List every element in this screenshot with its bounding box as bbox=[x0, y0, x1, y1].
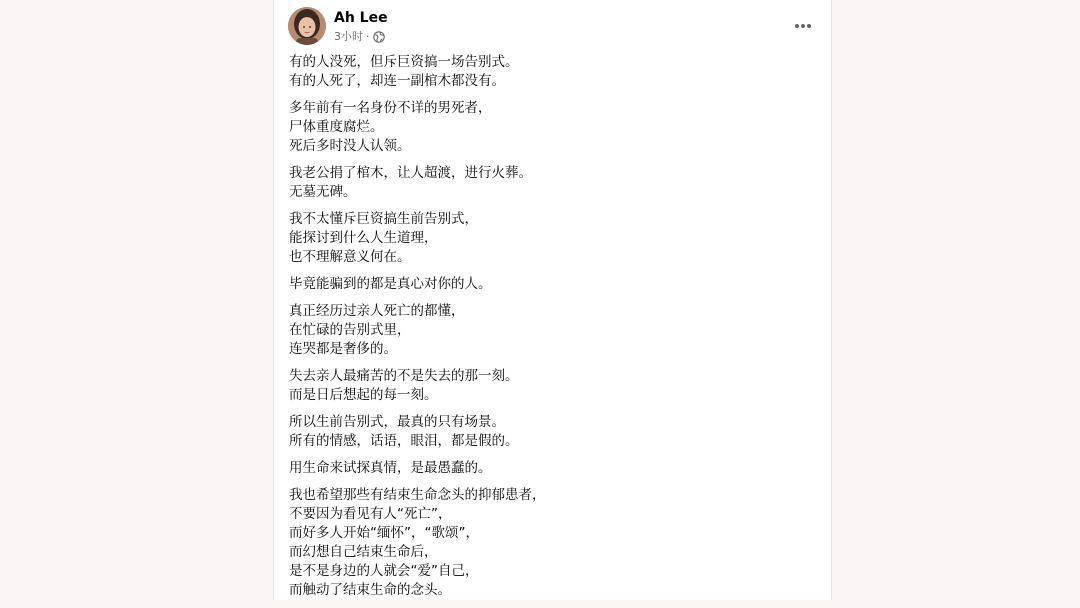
post-text-line: 真正经历过亲人死亡的都懂， bbox=[289, 303, 465, 319]
post-paragraph bbox=[289, 275, 819, 294]
post-text-line: 死后多时没人认领。 bbox=[289, 138, 411, 154]
post-text-line: 是不是身边的人就会“爱”自己， bbox=[289, 563, 479, 579]
post-card bbox=[273, 0, 832, 600]
post-paragraph bbox=[289, 210, 819, 267]
avatar-image bbox=[288, 7, 326, 45]
post-text-line: 有的人死了，却连一副棺木都没有。 bbox=[289, 73, 505, 89]
post-text-line: 多年前有一名身份不详的男死者， bbox=[289, 100, 492, 116]
post-text-line: 我也希望那些有结束生命念头的抑郁患者， bbox=[289, 487, 546, 503]
post-text-line: 不要因为看见有人“死亡”， bbox=[289, 506, 452, 522]
post-text-line: 我不太懂斥巨资搞生前告别式， bbox=[289, 211, 478, 227]
meta-separator: · bbox=[366, 30, 370, 43]
post-paragraph bbox=[289, 99, 819, 156]
post-text-line: 所有的情感，话语，眼泪，都是假的。 bbox=[289, 433, 519, 449]
post-timestamp[interactable]: 3小时 bbox=[334, 30, 363, 43]
post-text-line: 无墓无碑。 bbox=[289, 184, 357, 200]
post-text-line: 失去亲人最痛苦的不是失去的那一刻。 bbox=[289, 368, 519, 384]
post-body bbox=[289, 53, 819, 608]
post-text-line: 而幻想自己结束生命后， bbox=[289, 544, 438, 560]
post-text-line: 我老公捐了棺木，让人超渡，进行火葬。 bbox=[289, 165, 532, 181]
post-text-line: 有的人没死，但斥巨资搞一场告别式。 bbox=[289, 54, 519, 70]
post-paragraph bbox=[289, 367, 819, 405]
author-avatar[interactable] bbox=[288, 7, 326, 45]
post-paragraph bbox=[289, 486, 819, 600]
post-text-line: 而好多人开始“缅怀”，“歌颂”， bbox=[289, 525, 479, 541]
post-paragraph bbox=[289, 302, 819, 359]
post-text-line: 在忙碌的告别式里， bbox=[289, 322, 411, 338]
post-text-line: 尸体重度腐烂。 bbox=[289, 119, 384, 135]
post-paragraph bbox=[289, 413, 819, 451]
post-text-line: 连哭都是奢侈的。 bbox=[289, 341, 397, 357]
post-paragraph bbox=[289, 164, 819, 202]
post-paragraph bbox=[289, 459, 819, 478]
post-text-line: 用生命来试探真情，是最愚蠢的。 bbox=[289, 460, 492, 476]
post-text-line: 能探讨到什么人生道理， bbox=[289, 230, 438, 246]
post-meta bbox=[334, 29, 385, 45]
post-text-line: 毕竟能骗到的都是真心对你的人。 bbox=[289, 276, 492, 292]
post-text-line: 而是日后想起的每一刻。 bbox=[289, 387, 438, 403]
post-text-line: 而触动了结束生命的念头。 bbox=[289, 582, 451, 598]
author-name[interactable]: Ah Lee bbox=[334, 10, 388, 26]
globe-icon[interactable] bbox=[373, 31, 385, 43]
post-text-line: 也不理解意义何在。 bbox=[289, 249, 411, 265]
more-options-button[interactable] bbox=[791, 14, 815, 38]
post-paragraph bbox=[289, 53, 819, 91]
more-horizontal-icon bbox=[794, 23, 812, 29]
post-text-line: 所以生前告别式，最真的只有场景。 bbox=[289, 414, 505, 430]
